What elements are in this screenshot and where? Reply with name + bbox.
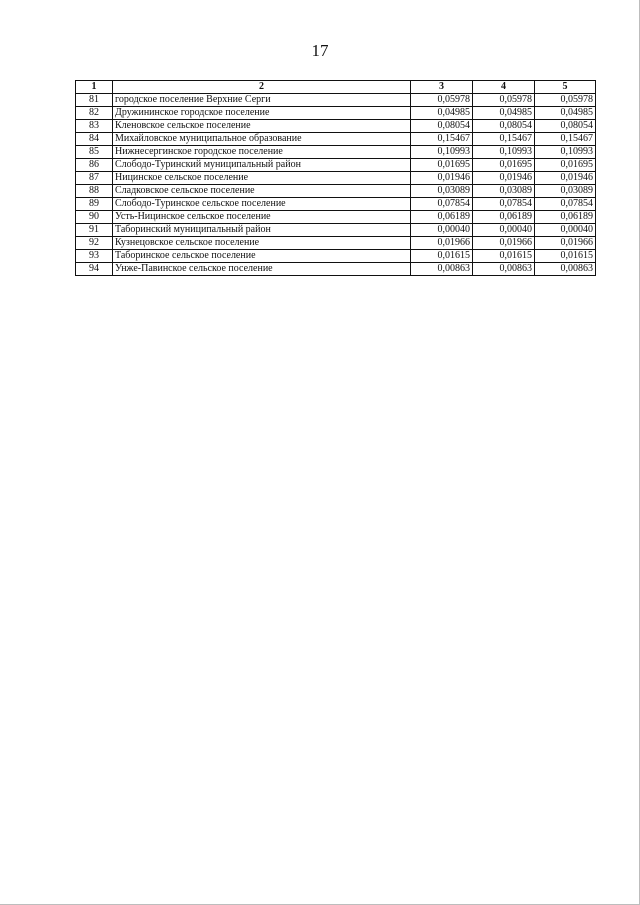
value-col4-cell: 0,00863 (473, 263, 535, 276)
table-row (76, 211, 596, 224)
column-header-1: 1 (76, 81, 113, 94)
municipality-name-cell: Кленовское сельское поселение (113, 120, 411, 133)
value-col3-cell: 0,05978 (411, 94, 473, 107)
row-number-cell: 87 (76, 172, 113, 185)
value-col3-cell: 0,10993 (411, 146, 473, 159)
row-number-cell: 94 (76, 263, 113, 276)
municipality-name-cell: Таборинское сельское поселение (113, 250, 411, 263)
municipality-name-cell: городское поселение Верхние Серги (113, 94, 411, 107)
municipality-name-cell: Ницинское сельское поселение (113, 172, 411, 185)
row-number-cell: 82 (76, 107, 113, 120)
municipality-name-cell: Слободо-Туринское сельское поселение (113, 198, 411, 211)
table-row (76, 224, 596, 237)
value-col5-cell: 0,00863 (535, 263, 596, 276)
value-col3-cell: 0,01966 (411, 237, 473, 250)
value-col5-cell: 0,01615 (535, 250, 596, 263)
table-row (76, 146, 596, 159)
table-row (76, 133, 596, 146)
value-col5-cell: 0,01695 (535, 159, 596, 172)
value-col5-cell: 0,05978 (535, 94, 596, 107)
value-col3-cell: 0,06189 (411, 211, 473, 224)
municipality-name-cell: Унже-Павинское сельское поселение (113, 263, 411, 276)
municipality-name-cell: Дружининское городское поселение (113, 107, 411, 120)
column-header-3: 3 (411, 81, 473, 94)
municipality-name-cell: Кузнецовское сельское поселение (113, 237, 411, 250)
data-table (75, 80, 596, 276)
table-header-row (76, 81, 596, 94)
value-col3-cell: 0,08054 (411, 120, 473, 133)
value-col3-cell: 0,01946 (411, 172, 473, 185)
row-number-cell: 85 (76, 146, 113, 159)
value-col4-cell: 0,01615 (473, 250, 535, 263)
value-col3-cell: 0,15467 (411, 133, 473, 146)
table-row (76, 185, 596, 198)
table-row (76, 120, 596, 133)
value-col3-cell: 0,03089 (411, 185, 473, 198)
row-number-cell: 91 (76, 224, 113, 237)
table-row (76, 263, 596, 276)
value-col5-cell: 0,00040 (535, 224, 596, 237)
row-number-cell: 93 (76, 250, 113, 263)
municipality-name-cell: Усть-Ницинское сельское поселение (113, 211, 411, 224)
page-number: 17 (311, 41, 329, 60)
value-col5-cell: 0,03089 (535, 185, 596, 198)
table-row (76, 237, 596, 250)
value-col3-cell: 0,07854 (411, 198, 473, 211)
value-col4-cell: 0,03089 (473, 185, 535, 198)
table-body (76, 94, 596, 276)
table-row (76, 198, 596, 211)
table-row (76, 107, 596, 120)
row-number-cell: 81 (76, 94, 113, 107)
column-header-2: 2 (113, 81, 411, 94)
column-header-4: 4 (473, 81, 535, 94)
value-col3-cell: 0,00040 (411, 224, 473, 237)
value-col4-cell: 0,01695 (473, 159, 535, 172)
row-number-cell: 92 (76, 237, 113, 250)
column-header-5: 5 (535, 81, 596, 94)
municipality-name-cell: Нижнесергинское городское поселение (113, 146, 411, 159)
value-col4-cell: 0,15467 (473, 133, 535, 146)
value-col3-cell: 0,01615 (411, 250, 473, 263)
value-col4-cell: 0,00040 (473, 224, 535, 237)
value-col5-cell: 0,10993 (535, 146, 596, 159)
municipality-name-cell: Михайловское муниципальное образование (113, 133, 411, 146)
row-number-cell: 84 (76, 133, 113, 146)
row-number-cell: 88 (76, 185, 113, 198)
municipality-name-cell: Слободо-Туринский муниципальный район (113, 159, 411, 172)
value-col5-cell: 0,04985 (535, 107, 596, 120)
value-col4-cell: 0,10993 (473, 146, 535, 159)
value-col3-cell: 0,00863 (411, 263, 473, 276)
value-col5-cell: 0,01966 (535, 237, 596, 250)
value-col4-cell: 0,08054 (473, 120, 535, 133)
table-row (76, 250, 596, 263)
municipality-name-cell: Сладковское сельское поселение (113, 185, 411, 198)
municipality-name-cell: Таборинский муниципальный район (113, 224, 411, 237)
value-col4-cell: 0,01966 (473, 237, 535, 250)
value-col3-cell: 0,04985 (411, 107, 473, 120)
value-col5-cell: 0,07854 (535, 198, 596, 211)
row-number-cell: 90 (76, 211, 113, 224)
row-number-cell: 89 (76, 198, 113, 211)
value-col4-cell: 0,05978 (473, 94, 535, 107)
value-col5-cell: 0,15467 (535, 133, 596, 146)
value-col4-cell: 0,06189 (473, 211, 535, 224)
row-number-cell: 83 (76, 120, 113, 133)
row-number-cell: 86 (76, 159, 113, 172)
value-col4-cell: 0,07854 (473, 198, 535, 211)
value-col5-cell: 0,08054 (535, 120, 596, 133)
value-col5-cell: 0,01946 (535, 172, 596, 185)
table-row (76, 94, 596, 107)
table-row (76, 172, 596, 185)
value-col4-cell: 0,01946 (473, 172, 535, 185)
value-col3-cell: 0,01695 (411, 159, 473, 172)
value-col4-cell: 0,04985 (473, 107, 535, 120)
value-col5-cell: 0,06189 (535, 211, 596, 224)
table-row (76, 159, 596, 172)
